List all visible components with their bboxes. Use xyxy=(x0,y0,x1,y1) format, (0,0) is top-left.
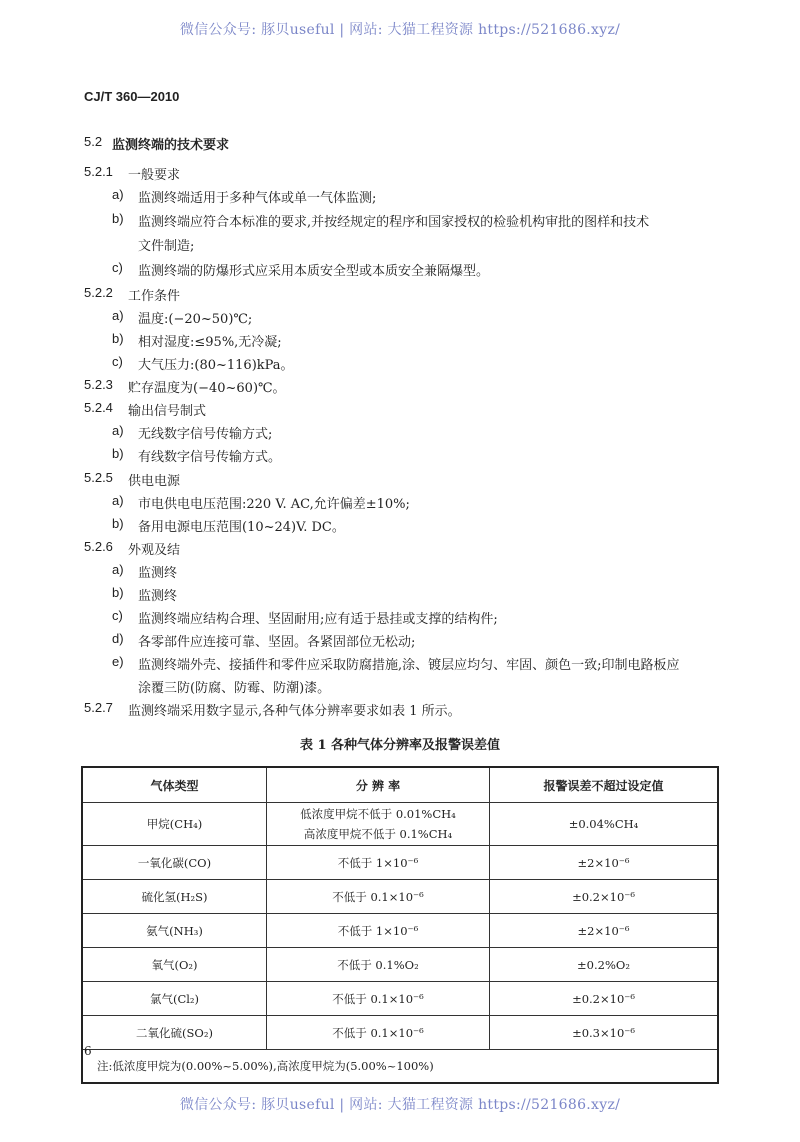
cell-gas: 氨气(NH₃) xyxy=(82,914,267,948)
clause-text: 相对湿度:≤95%,无冷凝; xyxy=(138,335,282,350)
clause-text: 输出信号制式 xyxy=(128,404,207,419)
cell-alarm-error: ±0.2%O₂ xyxy=(490,948,719,982)
clause-text: 市电供电电压范围:220 V. AC,允许偏差±10%; xyxy=(138,497,410,512)
clause-text: 外观及结 xyxy=(128,543,181,558)
standard-number: CJ/T 360—2010 xyxy=(84,89,180,104)
clause-text: 监测终 xyxy=(138,589,178,604)
clause-text: 工作条件 xyxy=(128,289,181,304)
clause-number: 5.2.2 xyxy=(84,285,113,300)
cell-gas: 氧气(O₂) xyxy=(82,948,267,982)
table-row xyxy=(82,803,718,846)
cell-alarm-error: ±2×10⁻⁶ xyxy=(490,846,719,880)
clause-number: c) xyxy=(112,260,123,275)
clause-text: 监测终端应符合本标准的要求,并按经规定的程序和国家授权的检验机构审批的图样和技术 xyxy=(138,215,650,230)
table-note-row xyxy=(82,1050,718,1084)
header-alarm-error: 报警误差不超过设定值 xyxy=(490,767,719,803)
clause-text: 大气压力:(80~116)kPa。 xyxy=(138,358,294,373)
clause-text: 监测终端适用于多种气体或单一气体监测; xyxy=(138,191,377,206)
clause-number: d) xyxy=(112,631,124,646)
cell-resolution: 不低于 0.1%O₂ xyxy=(267,948,490,982)
clause-text: 有线数字信号传输方式。 xyxy=(138,450,282,465)
clause-text: 文件制造; xyxy=(138,239,195,254)
clause-number: b) xyxy=(112,516,124,531)
clause-text: 监测终端的技术要求 xyxy=(112,138,230,153)
cell-resolution: 不低于 0.1×10⁻⁶ xyxy=(267,982,490,1016)
table-row xyxy=(82,914,718,948)
resolution-table xyxy=(81,766,719,1084)
page-number: 6 xyxy=(84,1044,92,1058)
clause-number: a) xyxy=(112,423,124,438)
clause-text: 各零部件应连接可靠、坚固。各紧固部位无松动; xyxy=(138,635,416,650)
cell-alarm-error: ±0.04%CH₄ xyxy=(490,803,719,846)
clause-text: 供电电源 xyxy=(128,474,181,489)
table-row xyxy=(82,948,718,982)
clause-text: 温度:(−20~50)℃; xyxy=(138,312,253,327)
clause-number: e) xyxy=(112,654,124,669)
clause-text: 监测终端应结构合理、坚固耐用;应有适于悬挂或支撑的结构件; xyxy=(138,612,498,627)
header-gas-type: 气体类型 xyxy=(82,767,267,803)
clause-number: c) xyxy=(112,354,123,369)
table-row xyxy=(82,1016,718,1050)
clause-number: b) xyxy=(112,446,124,461)
resolution-low: 低浓度甲烷不低于 0.01%CH₄ xyxy=(300,807,456,821)
cell-gas: 甲烷(CH₄) xyxy=(82,803,267,846)
clause-number: a) xyxy=(112,493,124,508)
cell-alarm-error: ±0.2×10⁻⁶ xyxy=(490,982,719,1016)
table-row xyxy=(82,982,718,1016)
clause-text: 无线数字信号传输方式; xyxy=(138,427,273,442)
clause-number: 5.2.4 xyxy=(84,400,113,415)
cell-alarm-error: ±0.3×10⁻⁶ xyxy=(490,1016,719,1050)
cell-alarm-error: ±0.2×10⁻⁶ xyxy=(490,880,719,914)
clause-number: a) xyxy=(112,187,124,202)
watermark-top: 微信公众号: 豚贝useful | 网站: 大猫工程资源 https://521686.xyz/ xyxy=(179,22,621,38)
watermark-bottom: 微信公众号: 豚贝useful | 网站: 大猫工程资源 https://521686.xyz/ xyxy=(179,1097,621,1113)
clause-number: 5.2.6 xyxy=(84,539,113,554)
cell-gas: 硫化氢(H₂S) xyxy=(82,880,267,914)
cell-gas: 一氧化碳(CO) xyxy=(82,846,267,880)
table-row xyxy=(82,846,718,880)
clause-number: 5.2.7 xyxy=(84,700,113,715)
cell-resolution: 不低于 1×10⁻⁶ xyxy=(267,914,490,948)
clause-text: 监测终 xyxy=(138,566,178,581)
cell-resolution: 不低于 0.1×10⁻⁶ xyxy=(267,1016,490,1050)
cell-gas: 氯气(Cl₂) xyxy=(82,982,267,1016)
clause-number: 5.2.5 xyxy=(84,470,113,485)
cell-resolution: 不低于 0.1×10⁻⁶ xyxy=(267,880,490,914)
clause-text: 监测终端外壳、接插件和零件应采取防腐措施,涂、镀层应均匀、牢固、颜色一致;印制电路板应 xyxy=(138,658,680,673)
cell-resolution: 不低于 1×10⁻⁶ xyxy=(267,846,490,880)
clause-number: 5.2.3 xyxy=(84,377,113,392)
table-row xyxy=(82,880,718,914)
resolution-high: 高浓度甲烷不低于 0.1%CH₄ xyxy=(303,827,453,841)
clause-text: 涂覆三防(防腐、防霉、防潮)漆。 xyxy=(138,681,331,696)
clause-number: b) xyxy=(112,331,124,346)
table-header-row xyxy=(82,767,718,803)
header-resolution: 分 辨 率 xyxy=(267,767,490,803)
clause-number: a) xyxy=(112,308,124,323)
clause-number: 5.2 xyxy=(84,134,103,149)
cell-gas: 二氧化硫(SO₂) xyxy=(82,1016,267,1050)
cell-alarm-error: ±2×10⁻⁶ xyxy=(490,914,719,948)
clause-number: c) xyxy=(112,608,123,623)
table-caption: 表 1 各种气体分辨率及报警误差值 xyxy=(299,738,501,753)
cell-resolution xyxy=(267,803,490,846)
clause-text: 贮存温度为(−40~60)℃。 xyxy=(128,381,286,396)
clause-number: b) xyxy=(112,585,124,600)
clause-number: 5.2.1 xyxy=(84,164,113,179)
clause-text: 一般要求 xyxy=(128,168,181,183)
clause-text: 备用电源电压范围(10~24)V. DC。 xyxy=(138,520,345,535)
clause-text: 监测终端的防爆形式应采用本质安全型或本质安全兼隔爆型。 xyxy=(138,264,490,279)
clause-number: a) xyxy=(112,562,124,577)
clause-text: 监测终端采用数字显示,各种气体分辨率要求如表 1 所示。 xyxy=(128,704,461,719)
clause-number: b) xyxy=(112,211,124,226)
table-note: 注:低浓度甲烷为(0.00%~5.00%),高浓度甲烷为(5.00%~100%) xyxy=(82,1050,718,1084)
